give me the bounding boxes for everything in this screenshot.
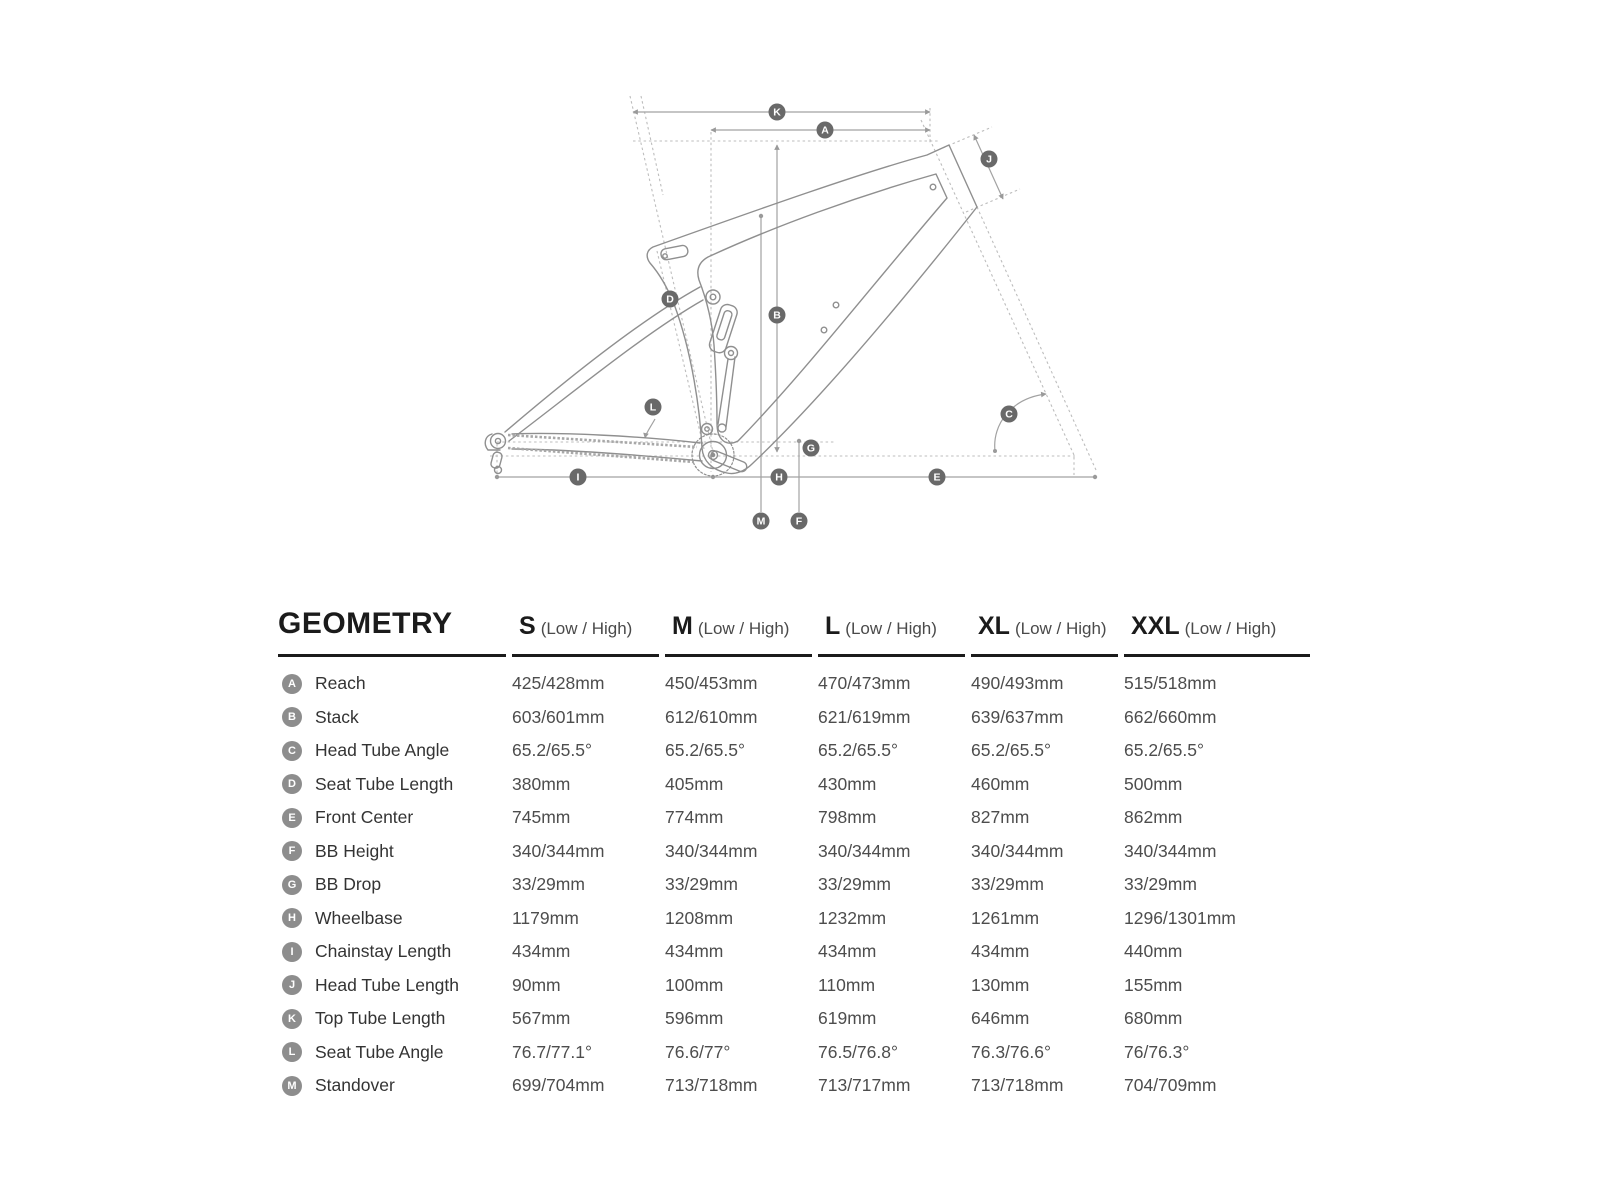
row-value: 1179mm — [512, 907, 579, 928]
table-row-C — [278, 734, 1310, 768]
label-letter: L — [649, 401, 657, 414]
row-label-cell — [278, 768, 506, 802]
label-letter: K — [773, 106, 781, 119]
diagram-label-F — [791, 513, 808, 530]
row-label: Stack — [315, 706, 359, 727]
row-label-cell — [278, 969, 506, 1003]
label-letter: M — [756, 515, 766, 528]
table-title-cell — [278, 600, 506, 657]
row-value: 612/610mm — [665, 706, 758, 727]
table-row-G — [278, 868, 1310, 902]
row-value: 430mm — [818, 773, 877, 794]
row-label: BB Height — [315, 840, 394, 861]
row-value: 639/637mm — [971, 706, 1064, 727]
diagram-label-B — [769, 307, 786, 324]
table-row-F — [278, 835, 1310, 869]
diagram-label-C — [1001, 406, 1018, 423]
diagram-label-L — [645, 399, 662, 416]
row-value: 596mm — [665, 1008, 724, 1029]
label-letter: G — [806, 442, 816, 455]
row-label-cell — [278, 902, 506, 936]
table-row-I — [278, 935, 1310, 969]
row-letter-badge: M — [282, 1076, 302, 1096]
row-label-cell — [278, 1002, 506, 1036]
row-value: 76.5/76.8° — [818, 1041, 898, 1062]
size-note: (Low / High) — [540, 619, 633, 638]
row-value: 460mm — [971, 773, 1030, 794]
row-value: 515/518mm — [1124, 673, 1217, 694]
row-label: Head Tube Length — [315, 974, 460, 995]
diagram-label-G — [803, 440, 820, 457]
row-label-cell — [278, 1036, 506, 1070]
label-letter: A — [821, 124, 829, 137]
row-value: 713/718mm — [971, 1075, 1064, 1096]
row-letter-badge: L — [282, 1042, 302, 1062]
row-value: 619mm — [818, 1008, 877, 1029]
frame-art — [485, 145, 977, 476]
geometry-table — [272, 600, 1316, 1103]
size-letter: XL — [978, 612, 1010, 640]
table-row-D — [278, 768, 1310, 802]
row-value: 1208mm — [665, 907, 734, 928]
diagram-label-E — [929, 469, 946, 486]
row-label-cell — [278, 734, 506, 768]
row-letter-badge: F — [282, 841, 302, 861]
size-header-L — [818, 600, 965, 657]
row-letter-badge: D — [282, 774, 302, 794]
row-value: 65.2/65.5° — [665, 740, 745, 761]
row-value: 713/717mm — [818, 1075, 911, 1096]
diagram-label-H — [771, 469, 788, 486]
label-letter: J — [986, 153, 992, 166]
row-label: Reach — [315, 673, 366, 694]
row-label-cell — [278, 835, 506, 869]
row-value: 340/344mm — [971, 840, 1064, 861]
size-letter: S — [519, 612, 536, 640]
row-value: 33/29mm — [665, 874, 738, 895]
row-value: 434mm — [512, 941, 571, 962]
row-value: 1296/1301mm — [1124, 907, 1236, 928]
size-note: (Low / High) — [1014, 619, 1107, 638]
table-row-J — [278, 969, 1310, 1003]
row-value: 680mm — [1124, 1008, 1183, 1029]
table-row-A — [278, 657, 1310, 701]
row-value: 76.3/76.6° — [971, 1041, 1051, 1062]
row-value: 405mm — [665, 773, 724, 794]
row-value: 155mm — [1124, 974, 1183, 995]
row-value: 646mm — [971, 1008, 1030, 1029]
label-letter: I — [576, 471, 580, 484]
row-value: 33/29mm — [1124, 874, 1197, 895]
row-value: 380mm — [512, 773, 571, 794]
row-label-cell — [278, 935, 506, 969]
row-label: BB Drop — [315, 874, 382, 895]
row-label: Top Tube Length — [315, 1008, 446, 1029]
row-value: 76.6/77° — [665, 1041, 731, 1062]
label-letter: D — [666, 293, 674, 306]
row-value: 434mm — [818, 941, 877, 962]
row-value: 704/709mm — [1124, 1075, 1217, 1096]
row-letter-badge: A — [282, 674, 302, 694]
row-label-cell — [278, 868, 506, 902]
row-letter-badge: K — [282, 1009, 302, 1029]
row-value: 713/718mm — [665, 1075, 758, 1096]
row-value: 90mm — [512, 974, 561, 995]
row-value: 33/29mm — [971, 874, 1044, 895]
diagram-label-A — [817, 122, 834, 139]
row-value: 110mm — [818, 974, 876, 995]
row-label: Head Tube Angle — [315, 740, 450, 761]
table-row-H — [278, 902, 1310, 936]
row-label: Chainstay Length — [315, 941, 452, 962]
label-letter: F — [795, 515, 803, 528]
diagram-label-I — [570, 469, 587, 486]
diagram-label-D — [662, 291, 679, 308]
row-letter-badge: B — [282, 707, 302, 727]
row-value: 340/344mm — [1124, 840, 1217, 861]
diagram-label-M — [753, 513, 770, 530]
row-value: 76/76.3° — [1124, 1041, 1190, 1062]
row-value: 1232mm — [818, 907, 887, 928]
row-letter-badge: E — [282, 808, 302, 828]
row-value: 662/660mm — [1124, 706, 1217, 727]
bike-frame-diagram — [0, 0, 1600, 580]
row-label: Standover — [315, 1075, 395, 1096]
row-value: 65.2/65.5° — [512, 740, 592, 761]
diagram-label-K — [769, 104, 786, 121]
label-letter: C — [1005, 408, 1013, 421]
row-label: Wheelbase — [315, 907, 403, 928]
table-row-L — [278, 1036, 1310, 1070]
size-letter: XXL — [1131, 612, 1180, 640]
row-value: 621/619mm — [818, 706, 911, 727]
row-value: 100mm — [665, 974, 724, 995]
row-value: 65.2/65.5° — [1124, 740, 1204, 761]
row-label: Seat Tube Length — [315, 773, 454, 794]
row-value: 65.2/65.5° — [818, 740, 898, 761]
row-value: 827mm — [971, 807, 1030, 828]
label-letter: H — [775, 471, 783, 484]
size-header-M — [665, 600, 812, 657]
row-value: 130mm — [971, 974, 1030, 995]
row-letter-badge: G — [282, 875, 302, 895]
row-letter-badge: H — [282, 908, 302, 928]
table-header-row — [278, 600, 1310, 657]
row-letter-badge: C — [282, 741, 302, 761]
size-letter: M — [672, 612, 693, 640]
row-value: 567mm — [512, 1008, 571, 1029]
table-row-B — [278, 701, 1310, 735]
row-value: 699/704mm — [512, 1075, 605, 1096]
label-letter: E — [933, 471, 941, 484]
row-value: 490/493mm — [971, 673, 1064, 694]
row-value: 1261mm — [971, 907, 1040, 928]
row-value: 798mm — [818, 807, 877, 828]
row-label-cell — [278, 801, 506, 835]
row-value: 33/29mm — [818, 874, 891, 895]
row-value: 425/428mm — [512, 673, 605, 694]
row-value: 862mm — [1124, 807, 1183, 828]
row-value: 774mm — [665, 807, 724, 828]
row-value: 500mm — [1124, 773, 1183, 794]
row-value: 340/344mm — [818, 840, 911, 861]
row-letter-badge: I — [282, 942, 302, 962]
row-value: 33/29mm — [512, 874, 585, 895]
row-letter-badge: J — [282, 975, 302, 995]
size-header-XXL — [1124, 600, 1310, 657]
size-header-S — [512, 600, 659, 657]
row-value: 470/473mm — [818, 673, 911, 694]
size-note: (Low / High) — [1184, 619, 1277, 638]
row-label-cell — [278, 1069, 506, 1103]
row-value: 340/344mm — [665, 840, 758, 861]
label-letter: B — [773, 309, 781, 322]
row-value: 340/344mm — [512, 840, 605, 861]
row-value: 450/453mm — [665, 673, 758, 694]
row-value: 76.7/77.1° — [512, 1041, 592, 1062]
table-row-E — [278, 801, 1310, 835]
row-value: 745mm — [512, 807, 571, 828]
size-note: (Low / High) — [845, 619, 937, 638]
table-row-K — [278, 1002, 1310, 1036]
row-value: 434mm — [665, 941, 724, 962]
size-letter: L — [825, 612, 841, 640]
row-value: 434mm — [971, 941, 1030, 962]
row-value: 440mm — [1124, 941, 1183, 962]
table-title: GEOMETRY — [278, 607, 453, 640]
size-header-XL — [971, 600, 1118, 657]
row-label: Seat Tube Angle — [315, 1041, 444, 1062]
row-value: 603/601mm — [512, 706, 605, 727]
row-value: 65.2/65.5° — [971, 740, 1051, 761]
table-row-M — [278, 1069, 1310, 1103]
size-note: (Low / High) — [697, 619, 790, 638]
diagram-label-J — [981, 151, 998, 168]
row-label-cell — [278, 657, 506, 701]
row-label: Front Center — [315, 807, 414, 828]
row-label-cell — [278, 701, 506, 735]
